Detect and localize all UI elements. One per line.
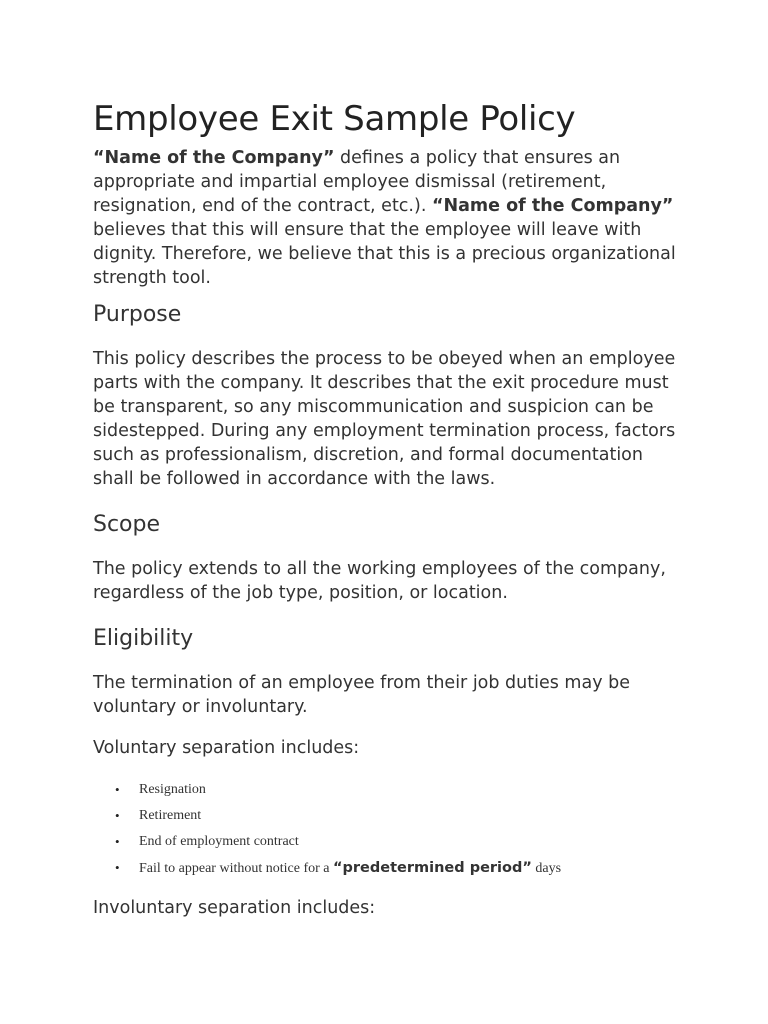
purpose-heading: Purpose xyxy=(93,302,182,327)
list-item: • End of employment contract xyxy=(93,829,683,855)
predetermined-period-placeholder: “predetermined period” xyxy=(333,860,532,876)
eligibility-paragraph: The termination of an employee from their job duties may be voluntary or involuntary. xyxy=(93,673,630,717)
involuntary-label: Involuntary separation includes: xyxy=(93,898,376,918)
page-title: Employee Exit Sample Policy xyxy=(93,99,576,139)
eligibility-heading: Eligibility xyxy=(93,626,194,651)
list-item xyxy=(93,855,683,882)
scope-heading: Scope xyxy=(93,512,161,537)
list-item-suffix: days xyxy=(531,861,562,876)
scope-paragraph: The policy extends to all the working employees of the company, regardless of the job type, position, or location. xyxy=(93,559,666,603)
list-item: • Retirement xyxy=(93,803,683,829)
voluntary-list xyxy=(93,777,683,882)
document-page xyxy=(93,96,683,920)
voluntary-label: Voluntary separation includes: xyxy=(93,738,360,758)
intro-text-1: defines a policy that ensures an appropriate and impartial employee dismissal (retirement, resignation, end of the contract, etc.). xyxy=(93,148,621,216)
list-item-prefix: Fail to appear without notice for a xyxy=(139,861,333,876)
intro-paragraph xyxy=(93,146,683,290)
list-item: • Resignation xyxy=(93,777,683,803)
purpose-paragraph: This policy describes the process to be obeyed when an employee parts with the company. It describes that the exit procedure must be transparent, so any miscommunication and suspicion can be sidestepped. During any employment termination process, factors such as professionalism, discretion, and formal documentation shall be followed in accordance with the laws. xyxy=(93,349,676,489)
company-name-placeholder-2: “Name of the Company” xyxy=(431,196,674,216)
intro-text-2: believes that this will ensure that the employee will leave with dignity. Therefore, we believe that this is a precious organizational strength tool. xyxy=(93,220,676,288)
company-name-placeholder: “Name of the Company” xyxy=(93,148,335,168)
